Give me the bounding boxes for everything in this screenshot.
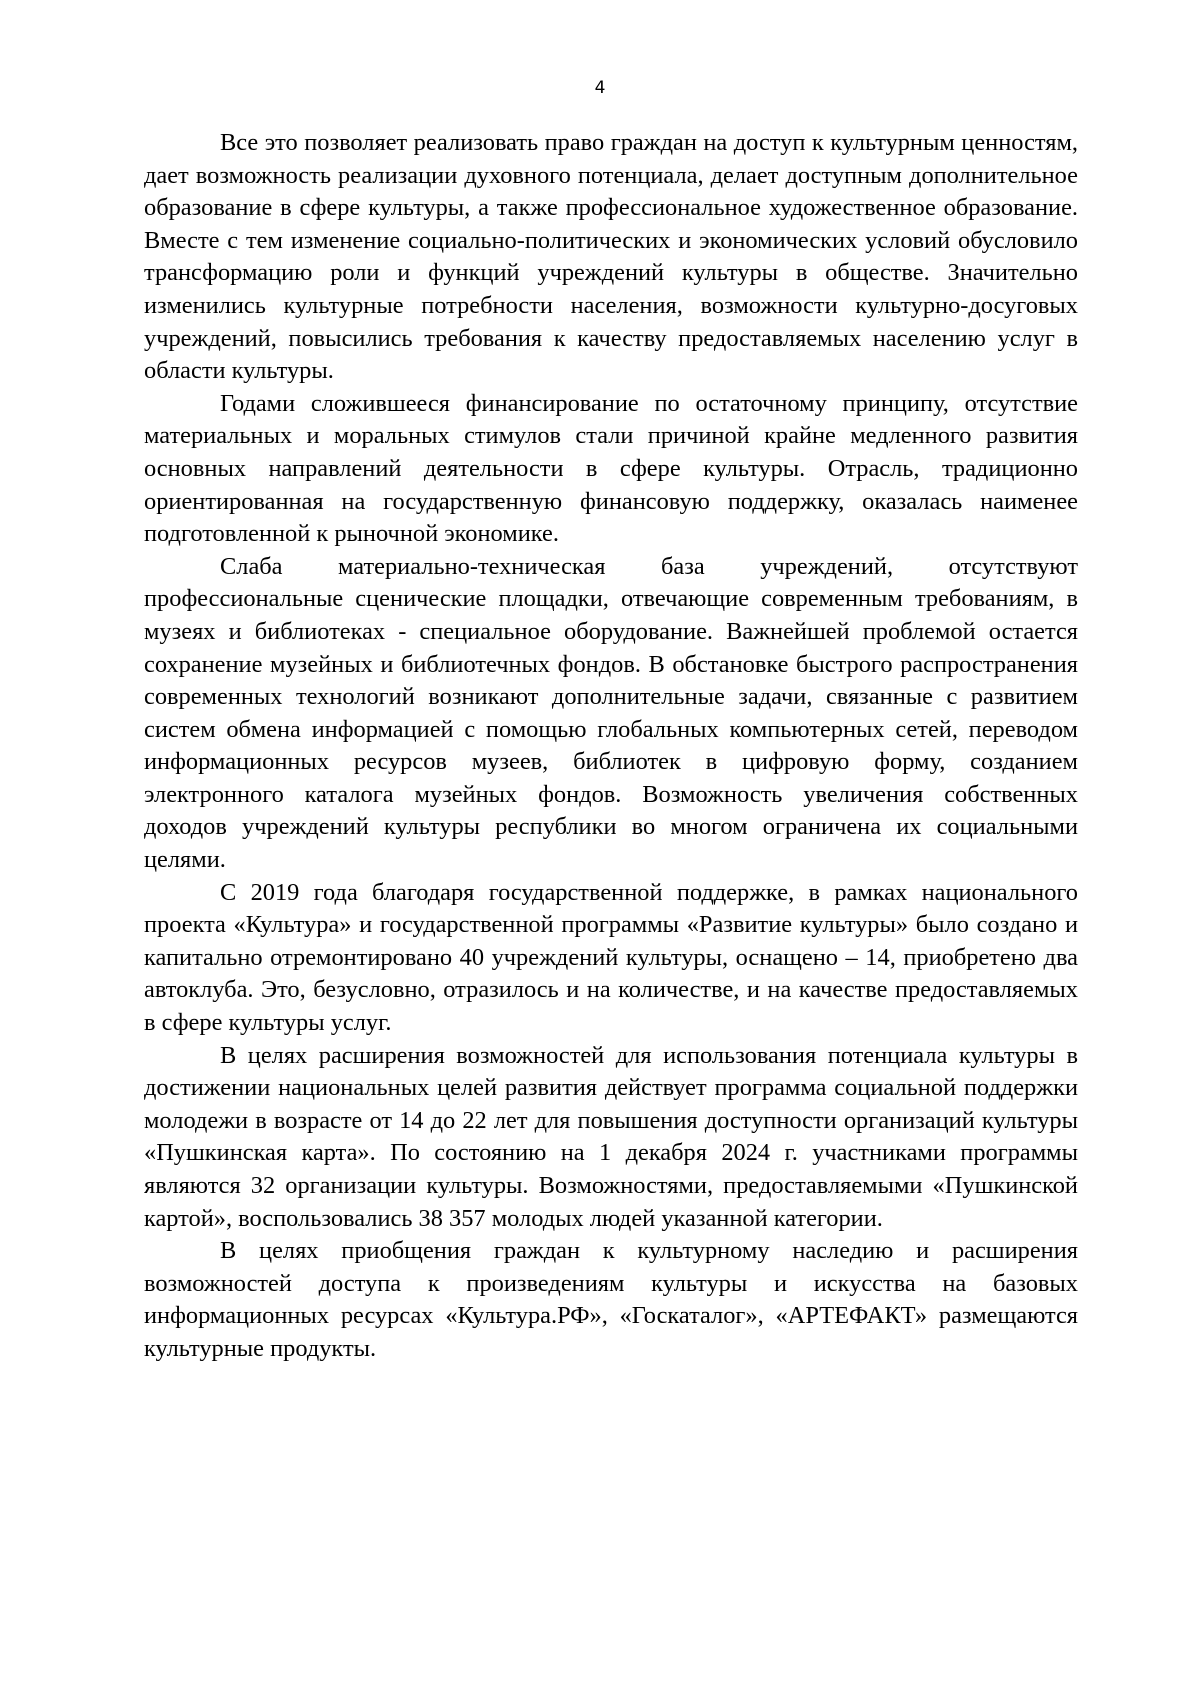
paragraph-6: В целях приобщения граждан к культурному наследию и расширения возможностей доступа к произведениям культуры и искусства на базовых информационных ресурсах «Культура.РФ», «Госкаталог», «АРТЕФАКТ» размещаются культурные продукты. [144,1237,1078,1362]
paragraph-5: В целях расширения возможностей для использования потенциала культуры в достижении национальных целей развития действует программа социальной поддержки молодежи в возрасте от 14 до 22 лет для повышения доступности организаций культуры «Пушкинская карта». По состоянию на 1 декабря 2024 г. участниками программы являются 32 организации культуры. Возможностями, предоставляемыми «Пушкинской картой», воспользовались 38 357 молодых людей указанной категории. [144,1041,1078,1232]
paragraph-3: Слаба материально-техническая база учреждений, отсутствуют профессиональные сценические площадки, отвечающие современным требованиям, в музеях и библиотеках - специальное оборудование. Важнейшей проблемой остается сохранение музейных и библиотечных фондов. В обстановке быстрого распространения современных технологий возникают дополнительные задачи, связанные с развитием систем обмена информацией с помощью глобальных компьютерных сетей, переводом информационных ресурсов музеев, библиотек в цифровую форму, созданием электронного каталога музейных фондов. Возможность увеличения собственных доходов учреждений культуры республики во многом ограничена их социальными целями. [144,552,1078,874]
paragraph-1: Все это позволяет реализовать право граждан на доступ к культурным ценностям, дает возможность реализации духовного потенциала, делает доступным дополнительное образование в сфере культуры, а также профессиональное художественное образование. Вместе с тем изменение социально-политических и экономических условий обусловило трансформацию роли и функций учреждений культуры в обществе. Значительно изменились культурные потребности населения, возможности культурно-досуговых учреждений, повысились требования к качеству предоставляемых населению услуг в области культуры. [144,129,1078,385]
paragraph-2: Годами сложившееся финансирование по остаточному принципу, отсутствие материальных и моральных стимулов стали причиной крайне медленного развития основных направлений деятельности в сфере культуры. Отрасль, традиционно ориентированная на государственную финансовую поддержку, оказалась наименее подготовленной к рыночной экономике. [144,389,1078,548]
page-number: 4 [594,78,606,98]
paragraph-4: С 2019 года благодаря государственной поддержке, в рамках национального проекта «Культура» и государственной программы «Развитие культуры» было создано и капитально отремонтировано 40 учреждений культуры, оснащено – 14, приобретено два автоклуба. Это, безусловно, отразилось и на количестве, и на качестве предоставляемых в сфере культуры услуг. [144,878,1078,1037]
body-text [144,127,1078,1366]
